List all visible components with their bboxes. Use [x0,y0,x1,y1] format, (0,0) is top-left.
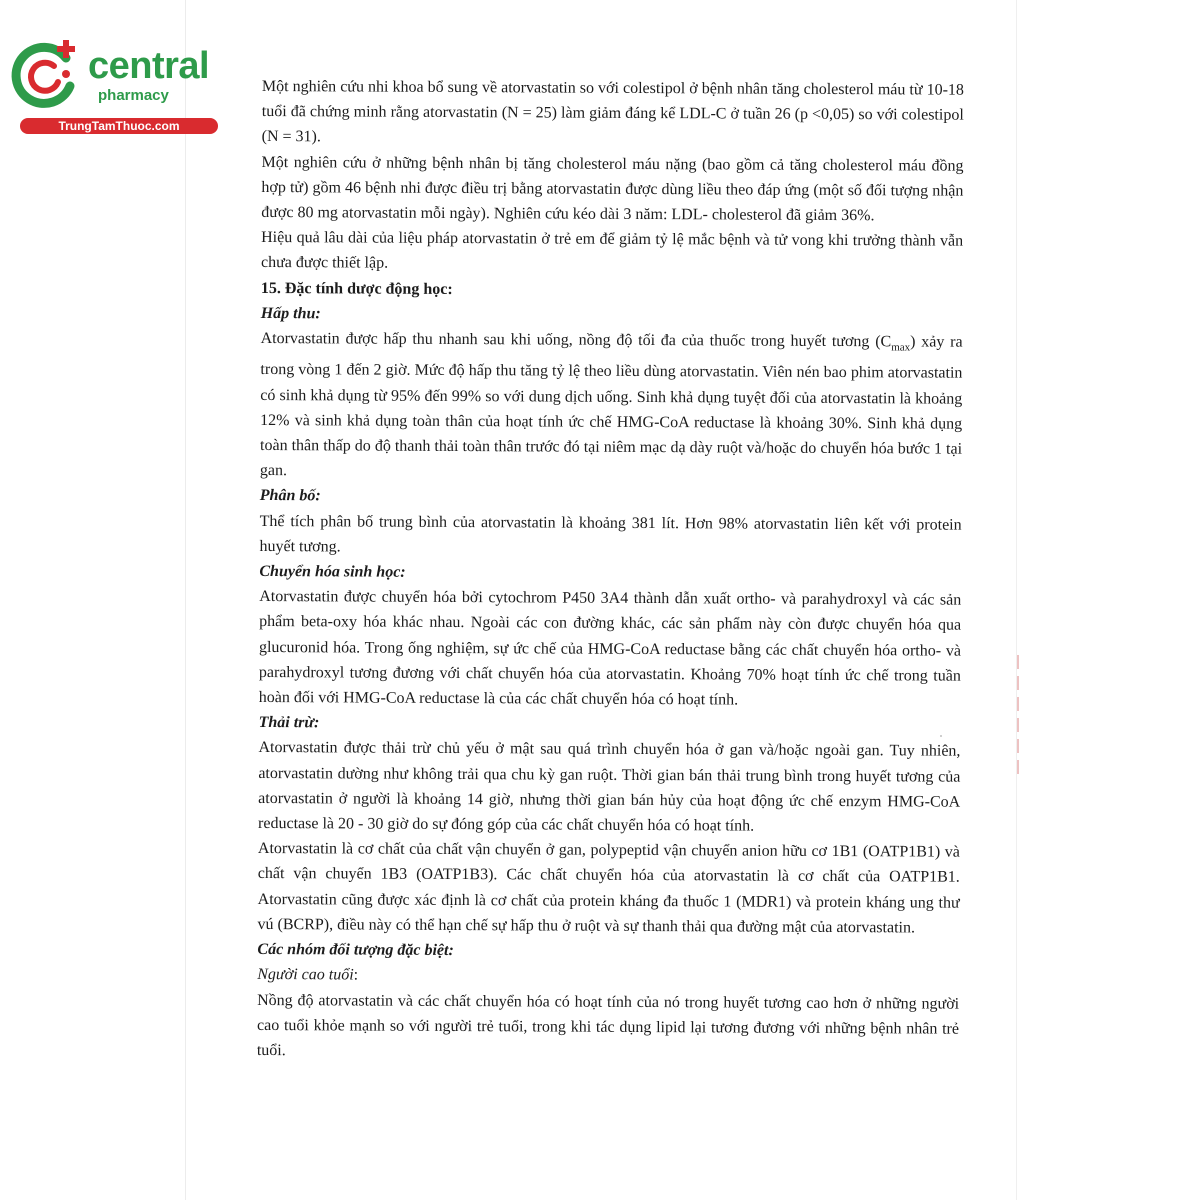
central-pharmacy-logo[interactable] [8,36,213,136]
elderly-title-text: Người cao tuổi [257,966,354,984]
central-pharmacy-logo-icon [8,36,88,116]
paragraph-distribution: Thể tích phân bố trung bình của atorvastatin là khoảng 381 lít. Hơn 98% atorvastatin liên kết với protein huyết tương. [259,512,962,556]
elderly-title-colon: : [353,966,359,984]
paragraph-elimination-2: Atorvastatin là cơ chất của chất vận chuyển ở gan, polypeptid vận chuyển anion hữu cơ 1B1 (OATP1B1) và chất vận chuyển 1B3 (OATP1B3). Các chất chuyển hóa của atorvastatin là cơ chất của OATP1B1. Atorvastatin cũng được xác định là cơ chất của protein kháng đa thuốc 1 (MDR1) và protein kháng ung thư vú (BCRP), điều này có thể hạn chế sự hấp thu ở ruột và sự thanh thải qua đường mật của atorvastatin. [257,840,960,937]
section-heading-pharmacokinetics: 15. Đặc tính dược động học: [260,279,453,298]
logo-url-link[interactable]: TrungTamThuoc.com [20,118,218,134]
paragraph-familial-study: Một nghiên cứu ở những bệnh nhân bị tăng cholesterol máu nặng (bao gồm cả tăng cholesterol máu đồng hợp tử) gồm 46 bệnh nhi được điều trị bằng atorvastatin được dùng liều theo đáp ứng (một số đối tượng nhận được 80 mg atorvastatin mỗi ngày). Nghiên cứu kéo dài 3 năm: LDL- cholesterol đã giảm 36%. [261,153,964,225]
subheading-distribution: Phân bố: [259,487,321,505]
absorption-text-pre: Atorvastatin được hấp thu nhanh sau khi uống, nồng độ tối đa của thuốc trong huyết tương (C [260,330,892,351]
subheading-absorption: Hấp thu: [260,304,321,323]
paragraph-elderly: Nồng độ atorvastatin và các chất chuyển hóa có hoạt tính của nó trong huyết tương cao hơn ở những người cao tuổi khỏe mạnh so với người trẻ tuổi, trong khi tác dụng lipid lại tương đương với những bệnh nhân trẻ tuổi. [256,991,960,1060]
cmax-subscript: max [891,341,911,354]
subheading-metabolism: Chuyển hóa sinh học: [259,563,406,581]
paragraph-absorption [260,326,963,487]
absorption-text-post: ) xảy ra trong vòng 1 đến 2 giờ. Mức độ hấp thu tăng tỷ lệ theo liều dùng atorvastatin. Viên nén bao phim atorvastatin có sinh khả dụng từ 95% đến 99% so với dung dịch uống. Sinh khả dụng tuyệt đối của atorvastatin là khoảng 12% và sinh khả dụng toàn thân của hoạt tính ức chế HMG-CoA reductase là khoảng 30%. Sinh khả dụng toàn thân thấp do độ thanh thải toàn thân trước đó tại niêm mạc dạ dày ruột và/hoặc do chuyển hóa bước 1 tại gan. [259,333,963,480]
page-fold-line [185,0,186,1200]
page-right-edge [1016,0,1017,1200]
margin-stamp-mark [1012,655,1024,795]
paragraph-pediatric-study: Một nghiên cứu nhi khoa bổ sung về atorvastatin so với colestipol ở bệnh nhân tăng cholesterol máu từ 10-18 tuổi đã chứng minh rằng atorvastatin (N = 25) làm giảm đáng kể LDL-C ở tuần 26 (p <0,05) so với colestipol (N = 31). [261,77,964,146]
logo-sub-text: pharmacy [98,87,169,104]
subheading-elderly [257,962,959,991]
subheading-special-populations: Các nhóm đối tượng đặc biệt: [257,941,454,960]
paragraph-elimination-1: Atorvastatin được thải trừ chủ yếu ở mật sau quá trình chuyển hóa ở gan và/hoặc ngoài gan. Tuy nhiên, atorvastatin dường như không trải qua chu kỳ gan ruột. Thời gian bán thải trung bình trong huyết tương của atorvastatin ở người là khoảng 14 giờ, nhưng thời gian bán hủy của hoạt động ức chế enzym HMG-CoA reductase là 20 - 30 giờ do sự đóng góp của các chất chuyển hóa có hoạt tính. [258,739,961,835]
paragraph-metabolism: Atorvastatin được chuyển hóa bởi cytochrom P450 3A4 thành dẫn xuất ortho- và parahydroxyl và các sản phẩm beta-oxy hóa khác nhau. Ngoài các con đường khác, các sản phẩm này còn được chuyển hóa qua glucuronid hóa. Trong ống nghiệm, sự ức chế của HMG-CoA reductase bằng các chất chuyển hóa ortho- và parahydroxyl tương đương với chất chuyển hóa của atorvastatin. Khoảng 70% hoạt tính ức chế trong tuần hoàn đối với HMG-CoA reductase là của các chất chuyển hóa có hoạt tính. [258,588,962,709]
paragraph-long-term-efficacy: Hiệu quả lâu dài của liệu pháp atorvastatin ở trẻ em để giảm tỷ lệ mắc bệnh và tử vong khi trưởng thành vẫn chưa được thiết lập. [260,229,964,273]
document-body [257,74,964,1067]
scan-speck [940,735,942,737]
logo-brand-text: central [88,45,210,87]
subheading-elimination: Thải trừ: [258,714,320,732]
